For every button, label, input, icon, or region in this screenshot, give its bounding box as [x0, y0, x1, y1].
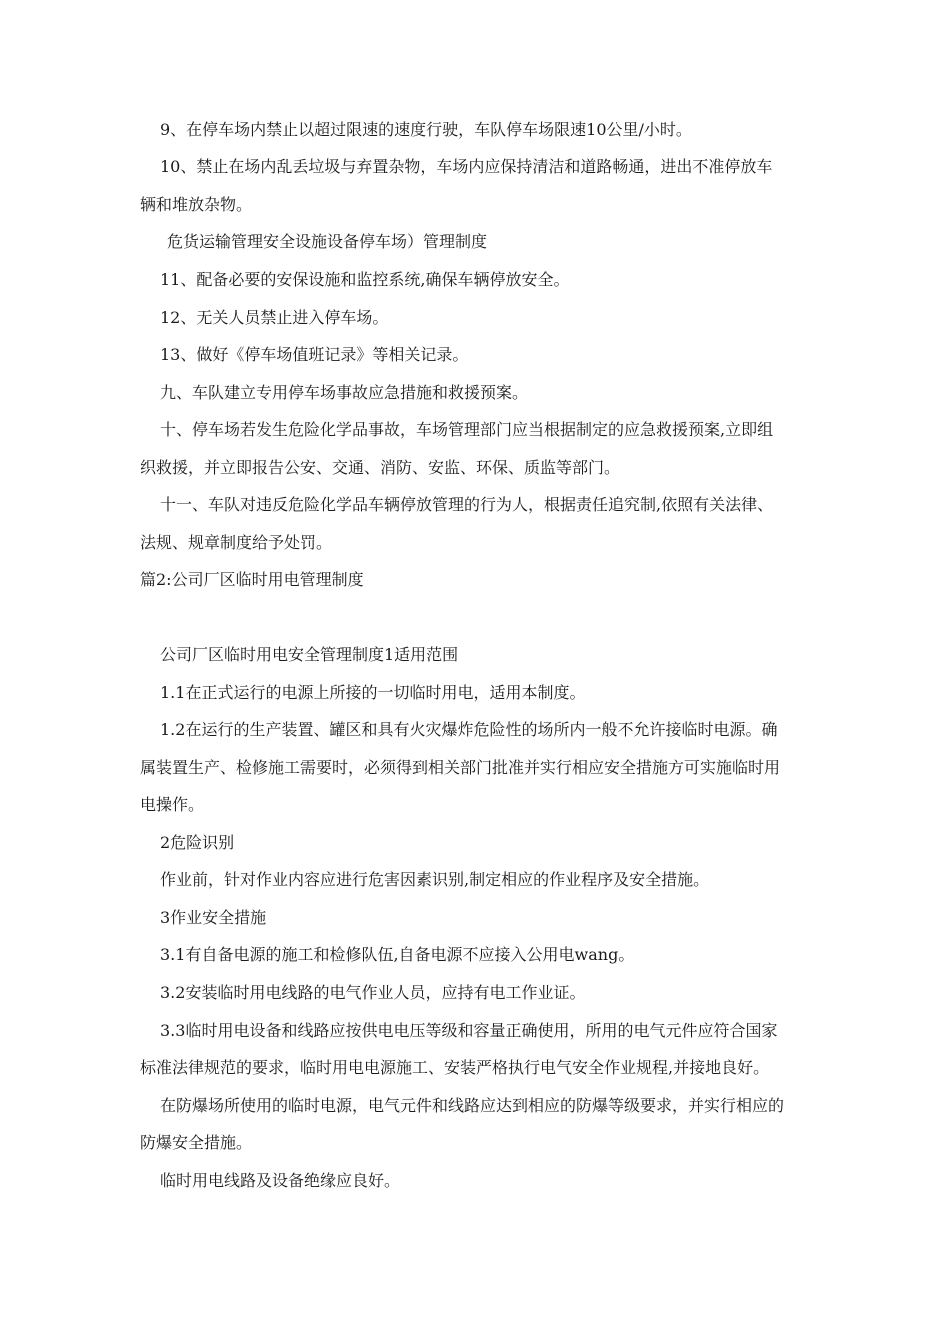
- paragraph-line: 10、禁止在场内乱丢垃圾与弃置杂物，车场内应保持清洁和道路畅通，进出不准停放车: [160, 157, 773, 176]
- paragraph-line: 十、停车场若发生危险化学品事故，车场管理部门应当根据制定的应急救援预案,立即组: [160, 420, 774, 439]
- paragraph-line: 11、配备必要的安保设施和监控系统,确保车辆停放安全。: [160, 270, 570, 289]
- paragraph-line: 9、在停车场内禁止以超过限速的速度行驶，车队停车场限速10公里/小时。: [160, 120, 692, 139]
- section-heading: 3作业安全措施: [160, 908, 267, 927]
- section-heading: 2危险识别: [160, 833, 235, 852]
- paragraph-line: 3.3临时用电设备和线路应按供电电压等级和容量正确使用，所用的电气元件应符合国家: [160, 1021, 778, 1040]
- paragraph-line: 临时用电线路及设备绝缘应良好。: [160, 1171, 401, 1190]
- paragraph-line: 标准法律规范的要求，临时用电电源施工、安装严格执行电气安全作业规程,并接地良好。: [140, 1058, 770, 1077]
- paragraph-line: 属装置生产、检修施工需要时，必须得到相关部门批准并实行相应安全措施方可实施临时用: [140, 758, 781, 777]
- article-title: 篇2:公司厂区临时用电管理制度: [140, 570, 364, 589]
- paragraph-line: 九、车队建立专用停车场事故应急措施和救援预案。: [160, 383, 529, 402]
- paragraph-line: 十一、车队对违反危险化学品车辆停放管理的行为人，根据责任追究制,依照有关法律、: [160, 495, 774, 514]
- paragraph-line: 在防爆场所使用的临时电源，电气元件和线路应达到相应的防爆等级要求，并实行相应的: [160, 1096, 785, 1115]
- paragraph-line: 防爆安全措施。: [140, 1133, 253, 1152]
- paragraph-line: 电操作。: [140, 795, 205, 814]
- paragraph-line: 3.1有自备电源的施工和检修队伍,自备电源不应接入公用电wang。: [160, 945, 635, 964]
- paragraph-line: 法规、规章制度给予处罚。: [140, 533, 333, 552]
- paragraph-line: 3.2安装临时用电线路的电气作业人员，应持有电工作业证。: [160, 983, 586, 1002]
- paragraph-line: 织救援，并立即报告公安、交通、消防、安监、环保、质监等部门。: [140, 458, 621, 477]
- paragraph-line: 1.2在运行的生产装置、罐区和具有火灾爆炸危险性的场所内一般不允许接临时电源。确: [160, 720, 778, 739]
- paragraph-line: 作业前，针对作业内容应进行危害因素识别,制定相应的作业程序及安全措施。: [160, 870, 710, 889]
- paragraph-line: 13、做好《停车场值班记录》等相关记录。: [160, 345, 469, 364]
- paragraph-line: 1.1在正式运行的电源上所接的一切临时用电，适用本制度。: [160, 683, 586, 702]
- paragraph-line: 12、无关人员禁止进入停车场。: [160, 308, 389, 327]
- paragraph-line: 辆和堆放杂物。: [140, 195, 253, 214]
- section-heading: 公司厂区临时用电安全管理制度1适用范围: [160, 645, 459, 664]
- section-heading: 危货运输管理安全设施设备停车场）管理制度: [167, 232, 488, 251]
